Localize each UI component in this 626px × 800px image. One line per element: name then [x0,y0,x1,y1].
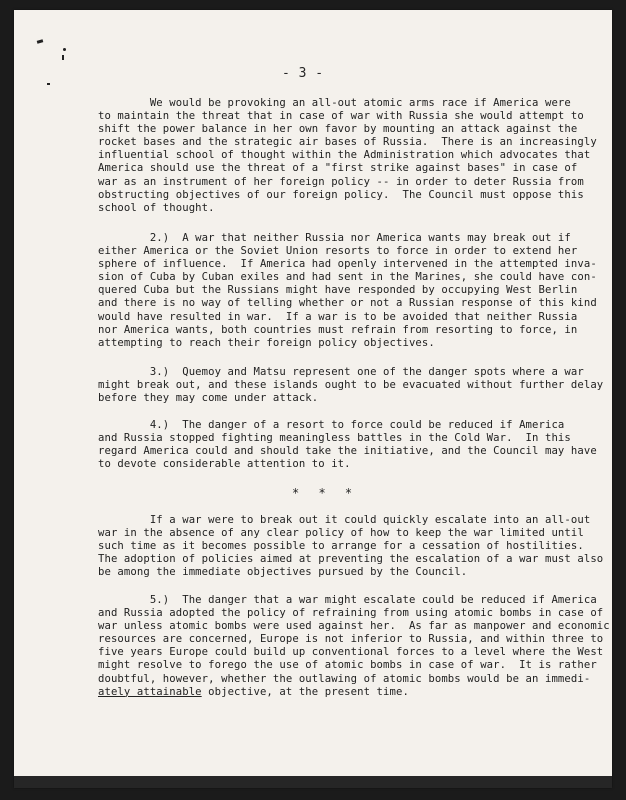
paragraph-escalation [98,514,604,579]
text-line: school of thought. [98,201,215,214]
text-line: 5.) The danger that a war might escalate could be reduced if America [98,594,597,606]
text-line: We would be provoking an all-out atomic arms race if America were [98,97,571,109]
text-line: shift the power balance in her own favor by mounting an attack against the [98,123,578,136]
page-number: - 3 - [282,66,324,81]
text-line: attempting to reach their foreign policy objectives. [98,336,435,349]
paragraph-arms-race [98,97,597,215]
text-line: resources are concerned, Europe is not inferior to Russia, and within three to [98,633,604,646]
text-line: obstructing objectives of our foreign policy. The Council must oppose this [98,188,584,201]
text-line: either America or the Soviet Union resorts to force in order to extend her [98,245,578,258]
ink-mark [47,83,50,85]
text-line: war unless atomic bombs were used against her. As far as manpower and economic [98,620,610,633]
line-text: objective, at the present time. [201,685,409,698]
text-line: quered Cuba but the Russians might have responded by occupying West Berlin [98,284,578,297]
text-line: war as an instrument of her foreign policy -- in order to deter Russia from [98,175,584,188]
text-line: America should use the threat of a "first strike against bases" in case of [98,162,578,175]
text-line: to maintain the threat that in case of war with Russia she would attempt to [98,110,584,123]
text-line: 4.) The danger of a resort to force could be reduced if America [98,419,565,431]
text-line: doubtful, however, whether the outlawing of atomic bombs would be an immedi- [98,672,591,685]
text-line: sion of Cuba by Cuban exiles and had sent in the Marines, she could have con- [98,271,597,284]
text-line: regard America could and should take the initiative, and the Council may have [98,445,597,458]
text-line: influential school of thought within the Administration which advocates that [98,149,591,162]
section-separator: * * * [292,486,359,500]
text-line: before they may come under attack. [98,392,319,405]
text-line: might break out, and these islands ought to be evacuated without further delay [98,379,604,392]
text-line: and Russia stopped fighting meaningless battles in the Cold War. In this [98,432,571,445]
text-line: and Russia adopted the policy of refraining from using atomic bombs in case of [98,607,604,620]
paragraph-point-3 [98,366,604,405]
text-line: five years Europe could build up conventional forces to a level where the West [98,646,604,659]
text-line: The adoption of policies aimed at preventing the escalation of a war must also [98,553,604,566]
ink-mark [62,55,64,60]
document-page [14,10,612,788]
text-line: sphere of influence. If America had openly intervened in the attempted inva- [98,258,597,271]
text-line: would have resulted in war. If a war is to be avoided that neither Russia [98,310,578,323]
paragraph-point-2 [98,232,597,350]
text-line: If a war were to break out it could quickly escalate into an all-out [98,514,591,526]
text-line: be among the immediate objectives pursued by the Council. [98,566,468,579]
text-line: 3.) Quemoy and Matsu represent one of the danger spots where a war [98,366,584,378]
underlined-text: ately attainable [98,685,202,698]
ink-mark [37,39,44,43]
text-line: and there is no way of telling whether or not a Russian response of this kind [98,297,597,310]
paragraph-point-4 [98,419,597,471]
text-line: to devote considerable attention to it. [98,458,351,471]
text-line: 2.) A war that neither Russia nor America wants may break out if [98,232,571,244]
text-line: such time as it becomes possible to arrange for a cessation of hostilities. [98,540,584,553]
text-line: might resolve to forego the use of atomic bombs in case of war. It is rather [98,659,597,672]
text-line: nor America wants, both countries must refrain from resorting to force, in [98,323,578,336]
scan-edge [14,776,612,788]
text-line: war in the absence of any clear policy of how to keep the war limited until [98,527,584,540]
text-line: rocket bases and the strategic air bases of Russia. There is an increasingly [98,136,597,149]
ink-mark [63,48,66,51]
text-line [98,686,578,699]
paragraph-point-5 [98,594,610,699]
